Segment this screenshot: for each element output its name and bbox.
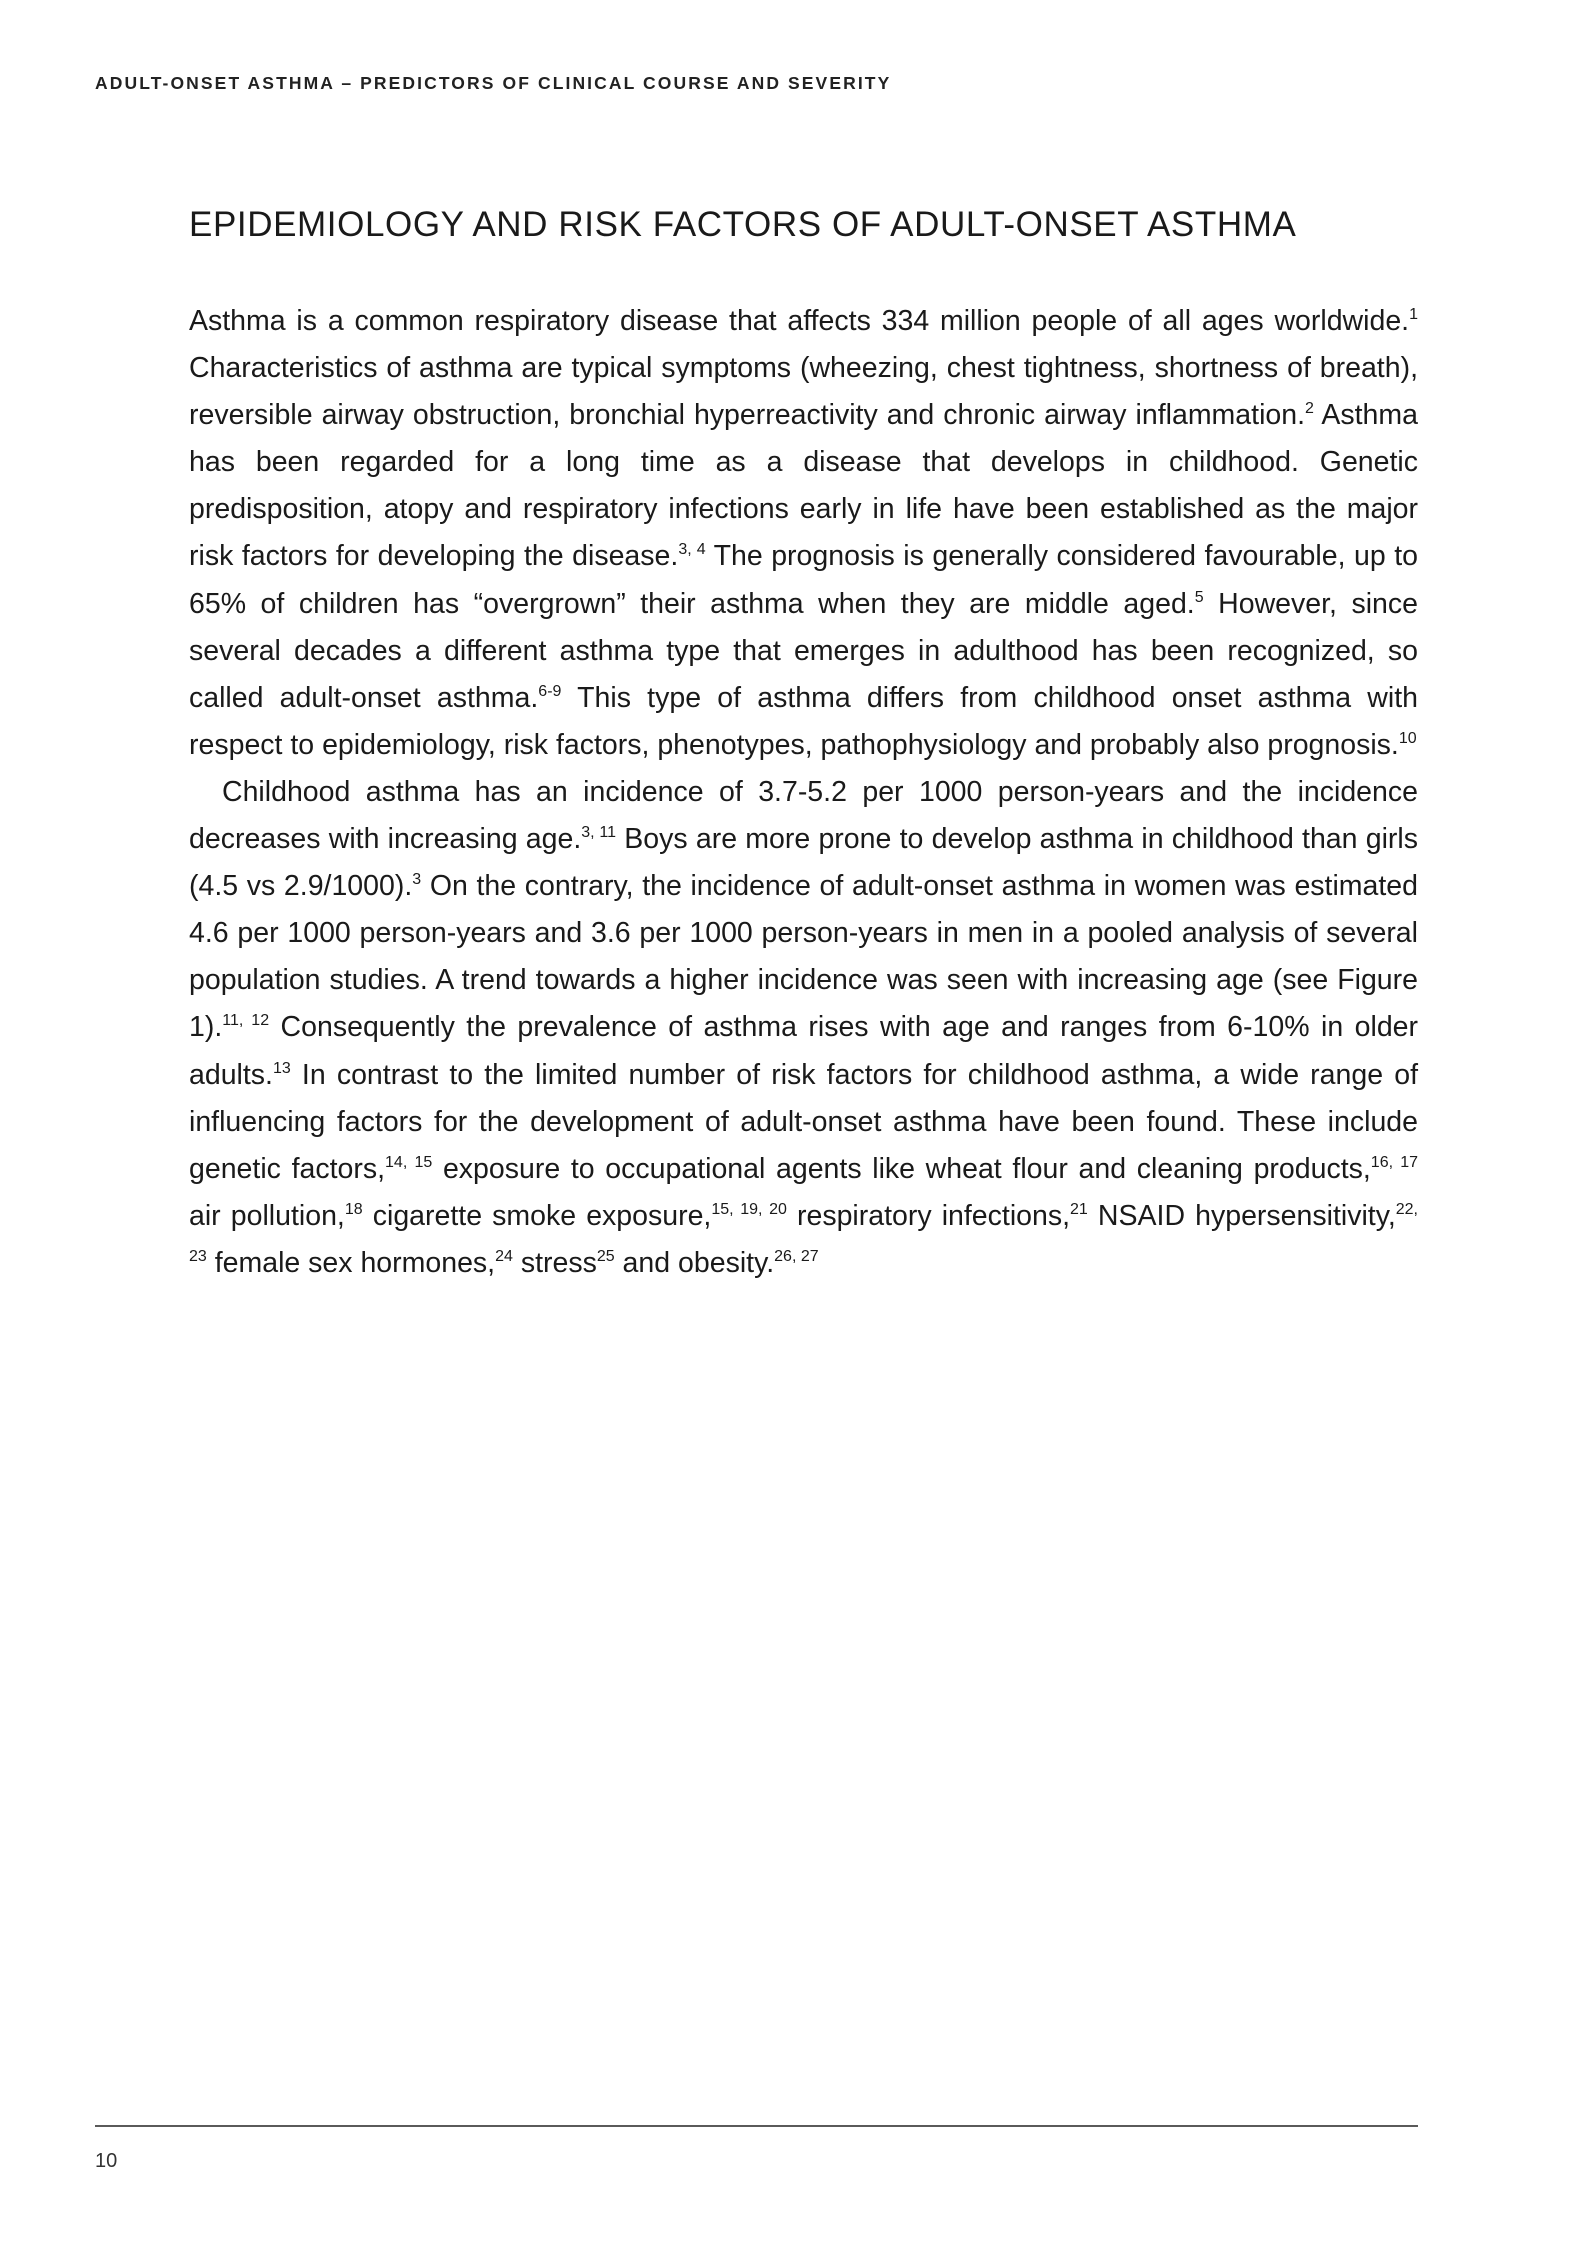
citation-superscript: 10	[1398, 729, 1417, 747]
footer-rule	[95, 2125, 1418, 2127]
page-number: 10	[95, 2150, 118, 2172]
citation-superscript: 3, 4	[678, 541, 706, 559]
paragraph-text: Consequently the prevalence of asthma rises with age and ranges from 6-10% in older adults.	[189, 1011, 1419, 1091]
paragraph-1	[189, 298, 1418, 769]
section-title: EPIDEMIOLOGY AND RISK FACTORS OF ADULT-ONSET ASTHMA	[189, 205, 1297, 244]
paragraph-text: However, since several decades a different asthma type that emerges in adulthood has been recognized, so called adult-onset asthma.	[189, 587, 1418, 714]
paragraph-text: NSAID hypersensitivity,	[1087, 1199, 1396, 1232]
paragraph-text: respiratory infections,	[786, 1199, 1071, 1232]
paragraph-text: On the contrary, the incidence of adult-onset asthma in women was estimated 4.6 per 1000 person-years and 3.6 per 1000 person-years in men in a pooled analysis of several population studies. A trend towards a higher incidence was seen with increasing age (see Figure 1).	[189, 870, 1419, 1044]
paragraph-text: The prognosis is generally considered favourable, up to 65% of children has “overgrown” their asthma when they are middle aged.	[189, 540, 1418, 620]
body-text	[189, 298, 1418, 1287]
paragraph-text: This type of asthma differs from childhood onset asthma with respect to epidemiology, risk factors, phenotypes, pathophysiology and probably also prognosis.	[189, 681, 1418, 761]
citation-superscript: 22, 23	[189, 1200, 1418, 1265]
citation-superscript: 5	[1194, 588, 1204, 606]
citation-superscript: 14, 15	[385, 1153, 433, 1171]
paragraph-text: exposure to occupational agents like wheat flour and cleaning products,	[432, 1152, 1371, 1185]
paragraph-text: air pollution,	[189, 1199, 345, 1232]
citation-superscript: 18	[344, 1200, 363, 1218]
citation-superscript: 2	[1305, 400, 1314, 418]
citation-superscript: 21	[1070, 1200, 1088, 1218]
paragraph-text: and obesity.	[614, 1246, 775, 1279]
citation-superscript: 25	[596, 1247, 615, 1265]
citation-superscript: 6-9	[538, 682, 562, 700]
paragraph-text: In contrast to the limited number of risk factors for childhood asthma, a wide range of influencing factors for the development of adult-onset asthma have been found. These include genetic factors,	[189, 1058, 1418, 1185]
citation-superscript: 11, 12	[222, 1012, 270, 1030]
paragraph-text: Asthma has been regarded for a long time as a disease that develops in childhood. Genetic predisposition, atopy and respiratory infections early in life have been established as the major risk factors for developing the disease.	[189, 399, 1419, 573]
paragraph-text: female sex hormones,	[206, 1246, 496, 1279]
citation-superscript: 3, 11	[581, 824, 617, 842]
citation-superscript: 3	[412, 871, 422, 889]
running-header: ADULT-ONSET ASTHMA – PREDICTORS OF CLINICAL COURSE AND SEVERITY	[95, 73, 892, 93]
citation-superscript: 16, 17	[1370, 1153, 1419, 1171]
paragraph-text: cigarette smoke exposure,	[362, 1199, 712, 1232]
paragraph-text: Characteristics of asthma are typical symptoms (wheezing, chest tightness, shortness of breath), reversible airway obstruction, bronchial hyperreactivity and chronic airway inflammation.	[189, 352, 1418, 432]
citation-superscript: 15, 19, 20	[711, 1200, 787, 1218]
citation-superscript: 13	[272, 1059, 291, 1077]
paragraph-2	[189, 769, 1418, 1287]
paragraph-text: Childhood asthma has an incidence of 3.7-5.2 per 1000 person-years and the incidence decreases with increasing age.	[189, 775, 1418, 856]
paragraph-text: Boys are more prone to develop asthma in childhood than girls (4.5 vs 2.9/1000).	[189, 823, 1419, 903]
citation-superscript: 1	[1409, 306, 1418, 323]
citation-superscript: 26, 27	[774, 1247, 819, 1265]
citation-superscript: 24	[495, 1247, 513, 1265]
paragraph-text: stress	[512, 1246, 597, 1279]
paragraph-text: Asthma is a common respiratory disease that affects 334 million people of all ages worldwide.	[189, 305, 1410, 337]
